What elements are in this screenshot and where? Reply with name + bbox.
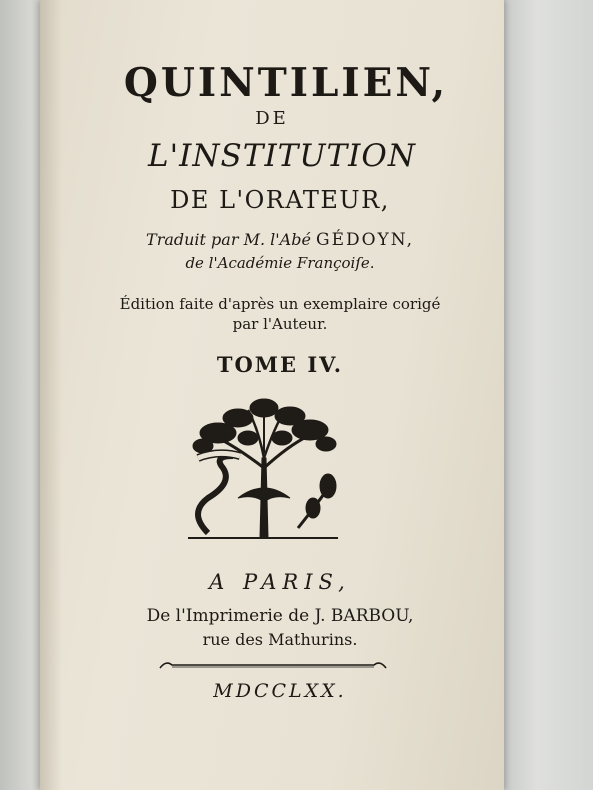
printer-device-tree-serpent-icon — [178, 398, 348, 543]
translator-line — [48, 230, 512, 250]
imprint-place: A PARIS, — [209, 570, 351, 594]
title-page — [40, 0, 504, 790]
academy-line: de l'Académie Françoiſe. — [185, 254, 375, 272]
imprint-printer: De l'Imprimerie de J. BARBOU, — [146, 606, 414, 626]
author-heading: QUINTILIEN, — [123, 60, 449, 106]
translator-name: GÉDOYN, — [316, 230, 414, 250]
volume-label: TOME IV. — [216, 352, 344, 377]
imprint-street: rue des Mathurins. — [202, 630, 358, 649]
edition-line-2: par l'Auteur. — [232, 315, 328, 333]
translator-prefix: Traduit par M. l'Abé — [146, 230, 311, 249]
imprint-year: MDCCLXX. — [213, 680, 347, 702]
edition-line-1: Édition faite d'après un exemplaire corigé — [119, 295, 441, 313]
book-subtitle: DE L'ORATEUR, — [170, 186, 390, 214]
background-surface — [500, 0, 593, 790]
ornamental-rule-icon — [158, 658, 388, 672]
book-title: L'INSTITUTION — [148, 138, 416, 174]
title-preposition: DE — [255, 108, 289, 129]
